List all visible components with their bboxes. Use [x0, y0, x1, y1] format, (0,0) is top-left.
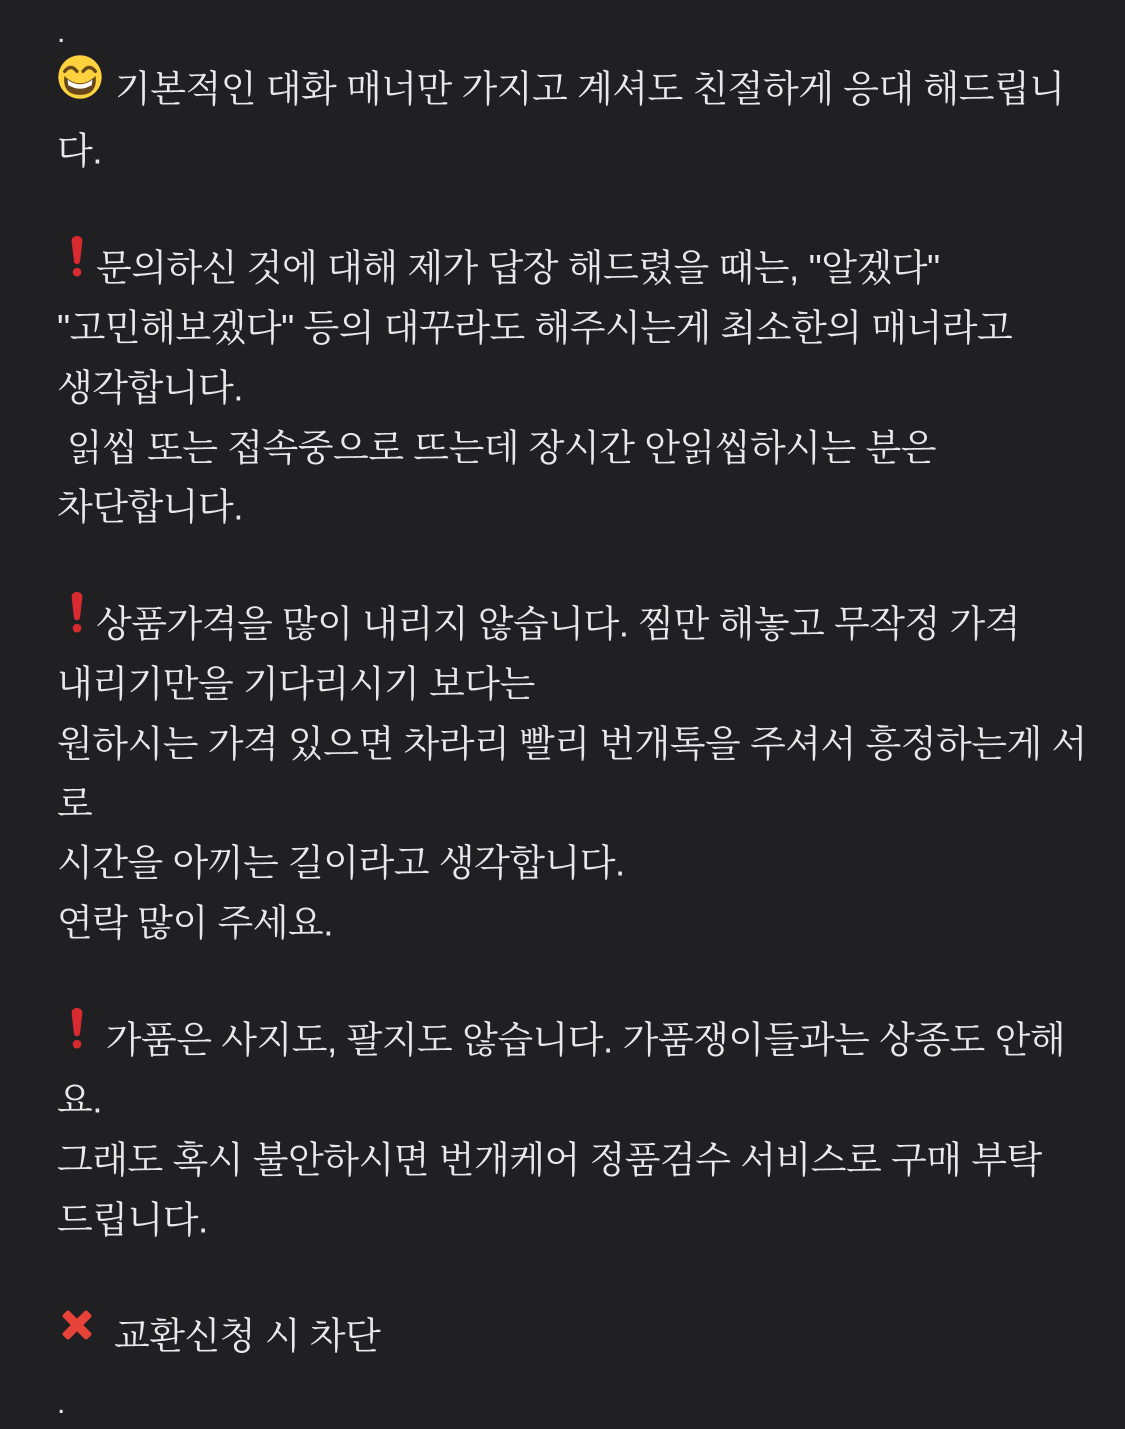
text-line	[57, 593, 1097, 653]
red-exclamation-icon	[69, 591, 85, 649]
section-counterfeit	[57, 1009, 1097, 1248]
line-text: 기본적인 대화 매너만 가지고 계셔도 친절하게 응대 해드립니다.	[57, 68, 1065, 172]
text-line	[57, 832, 1097, 892]
section-exchange-block	[57, 1305, 1097, 1365]
text-line	[57, 1305, 1097, 1365]
text-line	[57, 297, 1097, 357]
bottom-dot: .	[57, 1386, 65, 1420]
line-text: 차단합니다.	[57, 487, 243, 529]
line-text: 상품가격을 많이 내리지 않습니다. 찜만 해놓고 무작정 가격	[96, 603, 1021, 645]
line-text: 원하시는 가격 있으면 차라리 빨리 번개톡을 주셔서 흥정하는게 서로	[57, 723, 1087, 825]
section-pricing	[57, 593, 1097, 952]
text-line	[57, 892, 1097, 952]
line-text: 교환신청 시 차단	[114, 1315, 381, 1357]
line-text: "고민해보겠다" 등의 대꾸라도 해주시는게 최소한의 매너라고	[57, 307, 1013, 349]
section-greeting	[57, 58, 1097, 180]
line-text: 내리기만을 기다리시기 보다는	[57, 663, 535, 705]
line-text: 그래도 혹시 불안하시면 번개케어 정품검수 서비스로 구매 부탁	[57, 1139, 1042, 1181]
text-line	[57, 417, 1097, 477]
line-text: 가품은 사지도, 팔지도 않습니다. 가품쟁이들과는 상종도 안해요.	[57, 1019, 1066, 1121]
line-text: 드립니다.	[57, 1199, 208, 1241]
line-text: 문의하신 것에 대해 제가 답장 해드렸을 때는, "알겠다"	[96, 247, 940, 289]
text-line	[57, 357, 1097, 417]
cross-mark-icon	[57, 1304, 97, 1361]
red-exclamation-icon	[69, 235, 85, 293]
text-line	[57, 58, 1097, 180]
top-dot: .	[57, 16, 65, 49]
text-line	[57, 237, 1097, 297]
line-text: 생각합니다.	[57, 367, 243, 409]
red-exclamation-icon	[69, 1007, 85, 1065]
line-text: 시간을 아끼는 길이라고 생각합니다.	[57, 843, 625, 885]
line-text: 읽씹 또는 접속중으로 뜨는데 장시간 안읽씹하시는 분은	[57, 427, 937, 469]
text-line	[57, 713, 1097, 832]
section-reply-manners	[57, 237, 1097, 536]
text-line	[57, 1009, 1097, 1129]
line-text: 연락 많이 주세요.	[57, 902, 334, 944]
text-line	[57, 1129, 1097, 1189]
text-line	[57, 1189, 1097, 1249]
text-line	[57, 653, 1097, 713]
grinning-face-emoji-icon	[57, 54, 103, 116]
text-line	[57, 476, 1097, 536]
